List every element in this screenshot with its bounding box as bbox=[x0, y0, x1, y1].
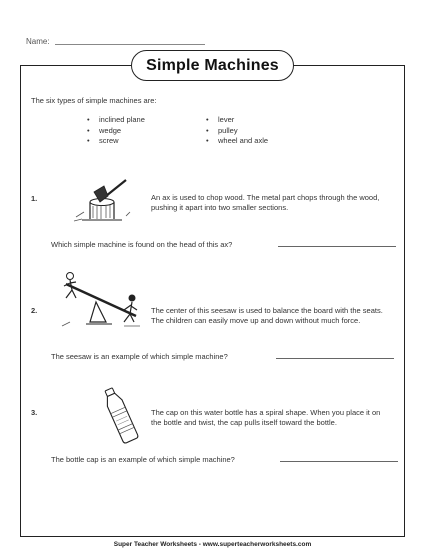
question-number: 3. bbox=[31, 408, 38, 417]
list-item: • pulley bbox=[206, 126, 268, 137]
question-prompt: Which simple machine is found on the head of this ax? bbox=[51, 240, 233, 249]
intro-text: The six types of simple machines are: bbox=[31, 96, 157, 105]
answer-line-1[interactable] bbox=[278, 246, 396, 247]
list-item: • lever bbox=[206, 115, 268, 126]
list-item: • wedge bbox=[87, 126, 145, 137]
list-item: • inclined plane bbox=[87, 115, 145, 126]
name-label: Name: bbox=[26, 37, 50, 46]
question-description: The center of this seesaw is used to balance the board with the seats. The children can easily move up and down without much force. bbox=[151, 306, 383, 325]
question-description: An ax is used to chop wood. The metal part chops through the wood, pushing it apart into two smaller sections. bbox=[151, 193, 380, 212]
footer-credit: Super Teacher Worksheets - www.superteacherworksheets.com bbox=[113, 541, 312, 548]
question-number: 1. bbox=[31, 194, 38, 203]
ax-in-stump-icon bbox=[68, 172, 136, 224]
seesaw-children-icon bbox=[60, 272, 144, 330]
name-field[interactable] bbox=[55, 44, 205, 45]
answer-line-2[interactable] bbox=[276, 358, 394, 359]
question-number: 2. bbox=[31, 306, 38, 315]
machine-list-left bbox=[87, 115, 145, 147]
question-prompt: The bottle cap is an example of which simple machine? bbox=[51, 455, 235, 464]
water-bottle-icon bbox=[96, 384, 144, 446]
question-prompt: The seesaw is an example of which simple machine? bbox=[51, 352, 228, 361]
page-title: Simple Machines bbox=[131, 50, 294, 81]
list-item: • wheel and axle bbox=[206, 136, 268, 147]
answer-line-3[interactable] bbox=[280, 461, 398, 462]
machine-list-right bbox=[206, 115, 268, 147]
question-description: The cap on this water bottle has a spiral shape. When you place it on the bottle and twist, the cap pulls itself toward the bottle. bbox=[151, 408, 381, 427]
list-item: • screw bbox=[87, 136, 145, 147]
